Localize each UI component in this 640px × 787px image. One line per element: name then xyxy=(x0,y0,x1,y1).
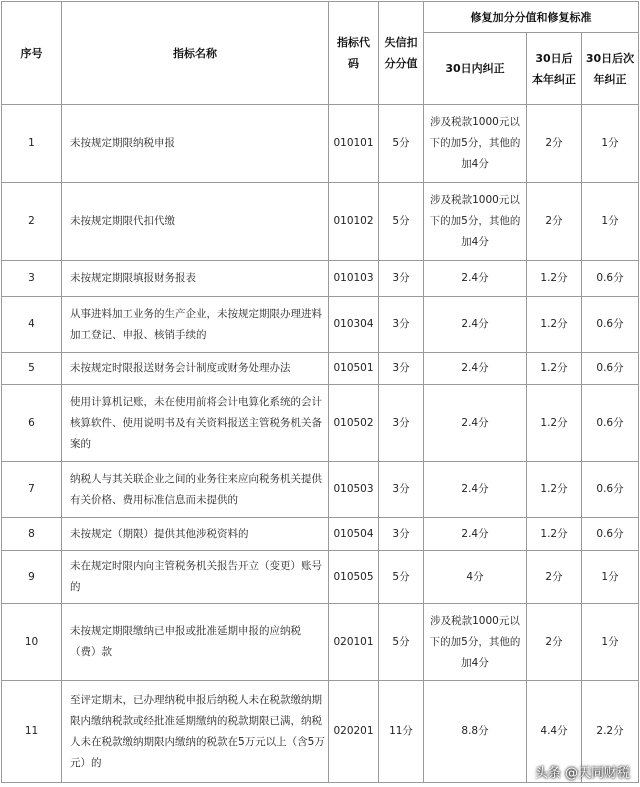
row-deduct: 3分 xyxy=(379,261,424,297)
row-within-30: 8.8分 xyxy=(424,681,527,783)
row-deduct: 3分 xyxy=(379,385,424,462)
row-after-30-this-year: 1.2分 xyxy=(527,353,582,385)
row-after-30-this-year: 1.2分 xyxy=(527,462,582,518)
row-deduct: 5分 xyxy=(379,551,424,604)
row-seq: 11 xyxy=(2,681,62,783)
table-row xyxy=(2,353,639,385)
header-after-30-next-year: 30日后次年纠正 xyxy=(582,33,639,105)
row-name: 使用计算机记账，未在使用前将会计电算化系统的会计核算软件、使用说明书及有关资料报送主管税务机关备案的 xyxy=(62,385,329,462)
header-after-30-this-year: 30日后本年纠正 xyxy=(527,33,582,105)
row-code: 010103 xyxy=(329,261,379,297)
row-deduct: 11分 xyxy=(379,681,424,783)
header-repair-group: 修复加分分值和修复标准 xyxy=(424,2,639,33)
row-seq: 10 xyxy=(2,604,62,681)
row-after-30-this-year: 1.2分 xyxy=(527,518,582,551)
header-within-30: 30日内纠正 xyxy=(424,33,527,105)
row-after-30-next-year: 1分 xyxy=(582,183,639,261)
row-deduct: 5分 xyxy=(379,105,424,183)
row-within-30: 2.4分 xyxy=(424,385,527,462)
table-row xyxy=(2,518,639,551)
row-after-30-this-year: 2分 xyxy=(527,183,582,261)
row-after-30-next-year: 0.6分 xyxy=(582,518,639,551)
row-after-30-this-year: 2分 xyxy=(527,604,582,681)
row-seq: 8 xyxy=(2,518,62,551)
row-seq: 7 xyxy=(2,462,62,518)
row-seq: 5 xyxy=(2,353,62,385)
row-deduct: 3分 xyxy=(379,462,424,518)
table-row xyxy=(2,297,639,353)
row-within-30: 2.4分 xyxy=(424,261,527,297)
row-within-30: 2.4分 xyxy=(424,518,527,551)
row-after-30-next-year: 1分 xyxy=(582,604,639,681)
row-name: 纳税人与其关联企业之间的业务往来应向税务机关提供有关价格、费用标准信息而未提供的 xyxy=(62,462,329,518)
row-deduct: 5分 xyxy=(379,604,424,681)
table-row xyxy=(2,105,639,183)
row-name: 未按规定（期限）提供其他涉税资料的 xyxy=(62,518,329,551)
row-name: 未按规定期限缴纳已申报或批准延期申报的应纳税（费）款 xyxy=(62,604,329,681)
row-code: 020201 xyxy=(329,681,379,783)
row-within-30: 2.4分 xyxy=(424,297,527,353)
row-within-30: 4分 xyxy=(424,551,527,604)
row-after-30-next-year: 0.6分 xyxy=(582,353,639,385)
header-deduct: 失信扣分分值 xyxy=(379,2,424,105)
table-row xyxy=(2,551,639,604)
row-name: 从事进料加工业务的生产企业，未按规定期限办理进料加工登记、申报、核销手续的 xyxy=(62,297,329,353)
watermark-text: 头条 @天同财税 xyxy=(534,766,630,781)
row-code: 010504 xyxy=(329,518,379,551)
row-after-30-this-year: 1.2分 xyxy=(527,261,582,297)
row-name: 未按规定期限代扣代缴 xyxy=(62,183,329,261)
row-after-30-next-year: 2.2分 xyxy=(582,681,639,783)
row-code: 010503 xyxy=(329,462,379,518)
row-code: 010505 xyxy=(329,551,379,604)
row-after-30-next-year: 1分 xyxy=(582,551,639,604)
row-code: 010502 xyxy=(329,385,379,462)
row-name: 至评定期末，已办理纳税申报后纳税人未在税款缴纳期限内缴纳税款或经批准延期缴纳的税款期限已满，纳税人未在税款缴纳期限内缴纳的税款在5万元以上（含5万元）的 xyxy=(62,681,329,783)
table-row xyxy=(2,462,639,518)
row-seq: 4 xyxy=(2,297,62,353)
row-after-30-next-year: 0.6分 xyxy=(582,385,639,462)
table-row xyxy=(2,261,639,297)
table-body xyxy=(2,105,639,783)
row-name: 未在规定时限内向主管税务机关报告开立（变更）账号的 xyxy=(62,551,329,604)
table-row xyxy=(2,183,639,261)
row-code: 020101 xyxy=(329,604,379,681)
row-within-30: 涉及税款1000元以下的加5分，其他的加4分 xyxy=(424,105,527,183)
row-code: 010501 xyxy=(329,353,379,385)
row-within-30: 2.4分 xyxy=(424,462,527,518)
row-after-30-this-year: 2分 xyxy=(527,105,582,183)
header-code: 指标代码 xyxy=(329,2,379,105)
row-seq: 2 xyxy=(2,183,62,261)
table-row xyxy=(2,385,639,462)
row-name: 未按规定期限填报财务报表 xyxy=(62,261,329,297)
row-name: 未按规定期限纳税申报 xyxy=(62,105,329,183)
row-seq: 9 xyxy=(2,551,62,604)
row-after-30-this-year: 1.2分 xyxy=(527,297,582,353)
row-deduct: 5分 xyxy=(379,183,424,261)
row-after-30-next-year: 1分 xyxy=(582,105,639,183)
row-within-30: 涉及税款1000元以下的加5分，其他的加4分 xyxy=(424,183,527,261)
row-code: 010304 xyxy=(329,297,379,353)
table-row xyxy=(2,604,639,681)
row-deduct: 3分 xyxy=(379,353,424,385)
row-within-30: 涉及税款1000元以下的加5分，其他的加4分 xyxy=(424,604,527,681)
row-after-30-this-year: 1.2分 xyxy=(527,385,582,462)
header-seq: 序号 xyxy=(2,2,62,105)
row-after-30-this-year: 4.4分 xyxy=(527,681,582,783)
row-deduct: 3分 xyxy=(379,518,424,551)
row-name: 未按规定时限报送财务会计制度或财务处理办法 xyxy=(62,353,329,385)
row-deduct: 3分 xyxy=(379,297,424,353)
row-code: 010102 xyxy=(329,183,379,261)
row-seq: 3 xyxy=(2,261,62,297)
row-seq: 6 xyxy=(2,385,62,462)
row-after-30-this-year: 2分 xyxy=(527,551,582,604)
header-name: 指标名称 xyxy=(62,2,329,105)
row-within-30: 2.4分 xyxy=(424,353,527,385)
row-after-30-next-year: 0.6分 xyxy=(582,261,639,297)
row-seq: 1 xyxy=(2,105,62,183)
row-after-30-next-year: 0.6分 xyxy=(582,462,639,518)
credit-repair-table xyxy=(1,1,639,783)
row-code: 010101 xyxy=(329,105,379,183)
row-after-30-next-year: 0.6分 xyxy=(582,297,639,353)
